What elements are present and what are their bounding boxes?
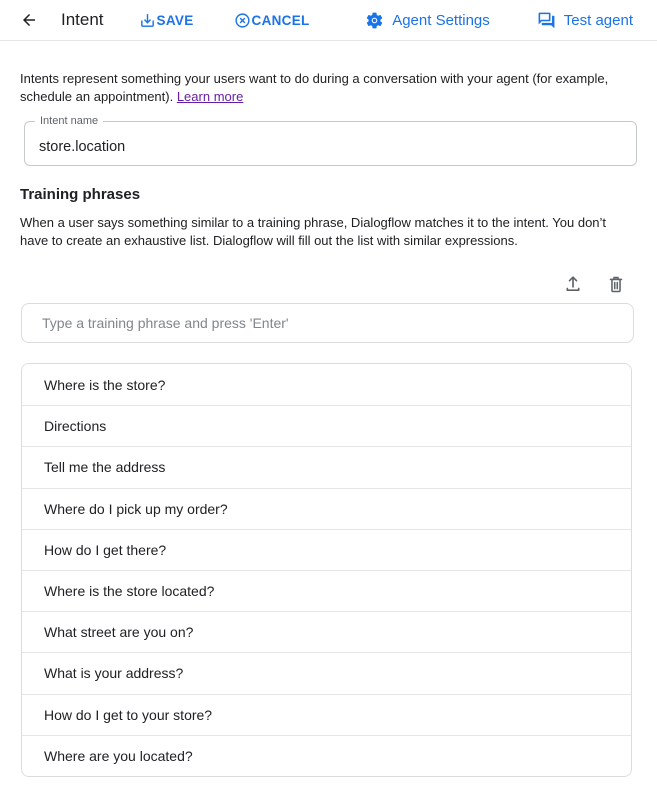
save-button-label: SAVE: [156, 12, 194, 28]
intent-name-field: [24, 115, 637, 166]
training-phrases-heading: Training phrases: [20, 186, 141, 203]
training-phrase-text: What street are you on?: [44, 624, 194, 641]
intent-description: [20, 70, 637, 106]
gear-icon: [365, 11, 384, 30]
training-phrase-row[interactable]: [22, 446, 631, 487]
training-phrase-text: Tell me the address: [44, 459, 166, 476]
training-phrases-description: When a user says something similar to a training phrase, Dialogflow matches it to the intent. You don’t have to create an exhaustive list. Dialogflow will fill out the list with similar expressions.: [20, 215, 607, 248]
training-phrase-row[interactable]: [22, 694, 631, 735]
training-phrase-text: Where is the store?: [44, 376, 166, 393]
test-agent-button[interactable]: [537, 11, 633, 30]
intent-name-input[interactable]: [25, 122, 636, 165]
training-phrase-text: Where is the store located?: [44, 583, 215, 600]
upload-icon: [562, 273, 584, 295]
cancel-icon: [234, 12, 251, 29]
back-arrow-icon: [20, 11, 38, 29]
agent-settings-label: Agent Settings: [392, 11, 490, 29]
training-phrase-row[interactable]: [22, 570, 631, 611]
intent-description-text: Intents represent something your users want to do during a conversation with your agent (for example, schedule an appointment).: [20, 71, 609, 104]
cancel-button-label: CANCEL: [251, 12, 310, 28]
delete-button[interactable]: [605, 273, 627, 295]
training-phrase-row[interactable]: [22, 488, 631, 529]
training-phrase-text: How do I get there?: [44, 541, 167, 558]
training-phrase-text: What is your address?: [44, 665, 184, 682]
training-phrase-row[interactable]: [22, 611, 631, 652]
training-phrase-actions: [0, 273, 627, 295]
training-phrase-row[interactable]: [22, 529, 631, 570]
training-phrase-text: Where do I pick up my order?: [44, 500, 228, 517]
page-title: Intent: [61, 10, 104, 29]
upload-button[interactable]: [562, 273, 584, 295]
test-agent-label: Test agent: [563, 11, 633, 29]
save-icon: [139, 12, 156, 29]
chat-forum-icon: [537, 11, 556, 30]
trash-icon: [605, 273, 627, 295]
training-phrase-list: [21, 363, 632, 777]
top-toolbar: [0, 0, 657, 41]
training-phrase-text: Where are you located?: [44, 747, 193, 764]
training-phrase-row[interactable]: [22, 405, 631, 446]
training-phrase-text: Directions: [44, 418, 107, 435]
training-phrase-row[interactable]: [22, 735, 631, 776]
training-phrase-input[interactable]: [21, 303, 634, 343]
agent-settings-button[interactable]: [365, 11, 490, 30]
training-phrase-row[interactable]: [22, 652, 631, 693]
training-phrase-text: How do I get to your store?: [44, 706, 213, 723]
learn-more-link[interactable]: Learn more: [176, 89, 244, 104]
save-button[interactable]: [139, 12, 194, 29]
intent-name-label: Intent name: [35, 115, 103, 127]
training-phrase-row[interactable]: [22, 364, 631, 405]
cancel-button[interactable]: [234, 12, 310, 29]
back-button[interactable]: [20, 11, 38, 29]
